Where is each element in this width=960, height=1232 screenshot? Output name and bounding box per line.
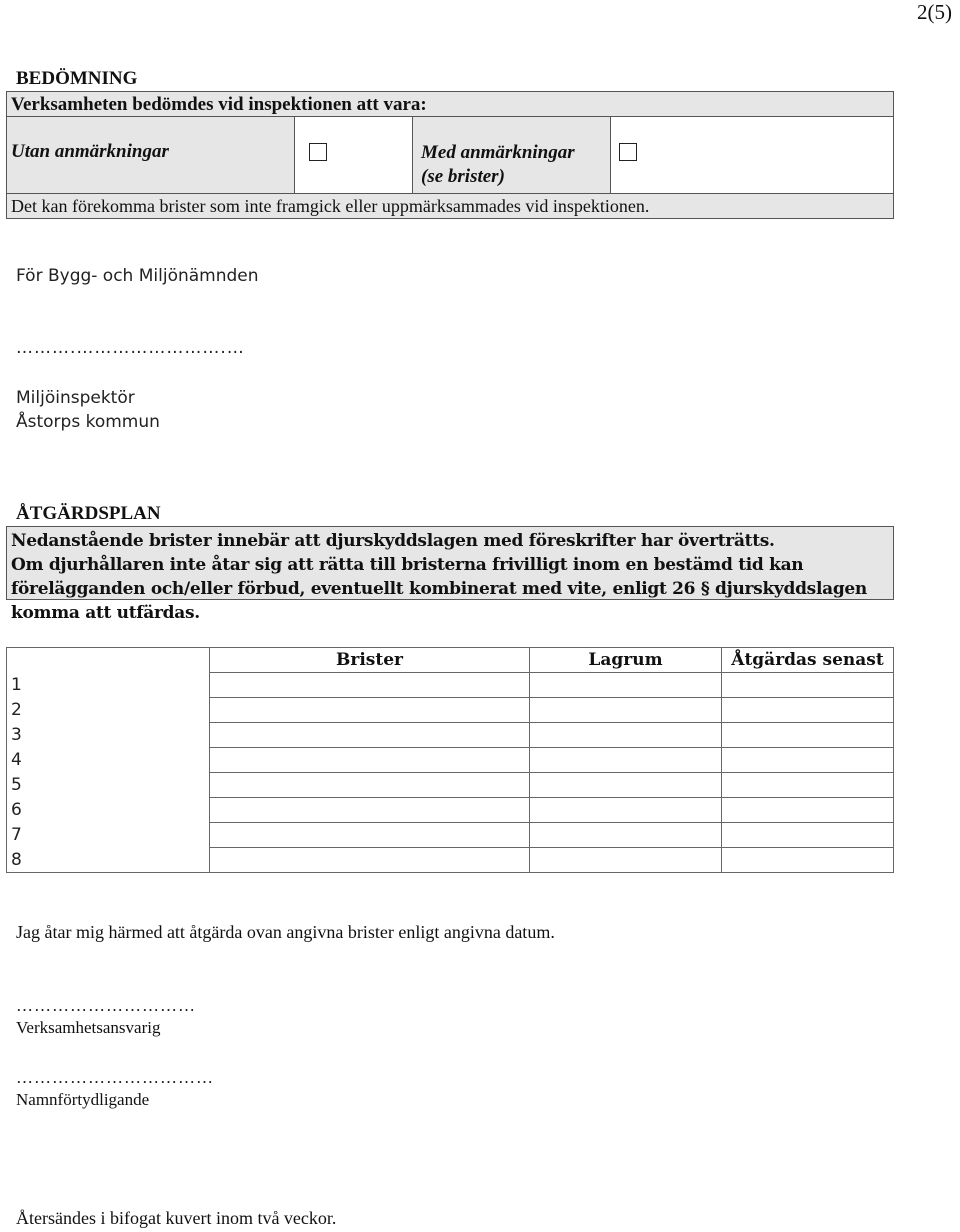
atgardas-cell[interactable] [722,798,894,823]
lagrum-cell[interactable] [530,773,722,798]
atgardas-cell[interactable] [722,823,894,848]
lagrum-cell[interactable] [530,823,722,848]
table-row [7,723,894,748]
return-note: Återsändes i bifogat kuvert inom två veckor. [16,1208,337,1228]
table-row [7,773,894,798]
brister-cell[interactable] [210,773,530,798]
med-anmarkningar-checkbox[interactable] [619,143,637,161]
table-row [7,698,894,723]
for-namnden-text: För Bygg- och Miljönämnden [16,266,259,286]
row-number: 1 [7,673,210,698]
option-med-line2: (se brister) [421,166,505,187]
assessment-intro: Verksamheten bedömdes vid inspektionen att vara: [11,94,427,115]
brister-cell[interactable] [210,823,530,848]
lagrum-cell[interactable] [530,723,722,748]
brister-table [6,647,894,873]
atgardas-cell[interactable] [722,848,894,873]
inspector-org: Åstorps kommun [16,412,160,432]
option-med-label-cell [413,117,611,193]
inspector-title: Miljöinspektör [16,388,135,408]
inspector-block [16,386,160,434]
brister-cell[interactable] [210,848,530,873]
atgardas-cell[interactable] [722,723,894,748]
option-utan-checkbox-cell [295,117,413,193]
utan-anmarkningar-checkbox[interactable] [309,143,327,161]
assessment-intro-row [6,91,894,117]
table-row [7,823,894,848]
table-header-row [7,648,894,673]
option-med-checkbox-cell [611,117,893,193]
page-number: 2(5) [917,0,952,24]
atgardas-cell[interactable] [722,773,894,798]
table-header-lagrum: Lagrum [530,648,722,673]
brister-cell[interactable] [210,673,530,698]
brister-cell[interactable] [210,798,530,823]
row-number: 5 [7,773,210,798]
table-row [7,798,894,823]
atgardas-cell[interactable] [722,748,894,773]
option-utan-label: Utan anmärkningar [11,141,169,162]
row-number: 4 [7,748,210,773]
namnfortydligande-signature-line: …………………………… [16,1068,214,1087]
row-number: 7 [7,823,210,848]
row-number: 8 [7,848,210,873]
option-med-label [421,141,575,189]
table-row [7,673,894,698]
table-header-number [7,648,210,673]
table-header-brister: Brister [210,648,530,673]
assessment-note-row [6,193,894,219]
assessment-note: Det kan förekomma brister som inte framgick eller uppmärksammades vid inspektionen. [11,196,650,216]
option-utan-label-cell [7,117,295,193]
verksamhetsansvarig-signature-line: ………………………… [16,996,196,1015]
lagrum-cell[interactable] [530,798,722,823]
atgardsplan-box [6,526,894,623]
table-header-atgardas: Åtgärdas senast [722,648,894,673]
lagrum-cell[interactable] [530,848,722,873]
namnfortydligande-label: Namnförtydligande [16,1090,150,1109]
lagrum-cell[interactable] [530,673,722,698]
commitment-statement: Jag åtar mig härmed att åtgärda ovan angivna brister enligt angivna datum. [16,922,555,942]
inspector-signature-line: ……….…………………….… [16,338,245,358]
atgardas-cell[interactable] [722,698,894,723]
row-number: 3 [7,723,210,748]
table-row [7,848,894,873]
atgardas-cell[interactable] [722,673,894,698]
verksamhetsansvarig-label: Verksamhetsansvarig [16,1018,161,1037]
lagrum-cell[interactable] [530,748,722,773]
atgardsplan-line2: Om djurhållaren inte åtar sig att rätta till bristerna frivilligt inom en bestämd tid kan förelägganden och/eller förbud, eventuellt kombinerat med vite, enligt 26 § djurskyddslagen komma att utfärdas. [11,555,867,623]
atgardsplan-heading: ÅTGÄRDSPLAN [16,503,161,524]
brister-cell[interactable] [210,748,530,773]
option-med-line1: Med anmärkningar [421,142,575,163]
row-number: 6 [7,798,210,823]
brister-cell[interactable] [210,723,530,748]
assessment-options-row [6,116,894,194]
row-number: 2 [7,698,210,723]
bedomning-heading: BEDÖMNING [16,68,138,89]
brister-cell[interactable] [210,698,530,723]
atgardsplan-line1: Nedanstående brister innebär att djurskyddslagen med föreskrifter har överträtts. [11,531,775,551]
table-row [7,748,894,773]
lagrum-cell[interactable] [530,698,722,723]
